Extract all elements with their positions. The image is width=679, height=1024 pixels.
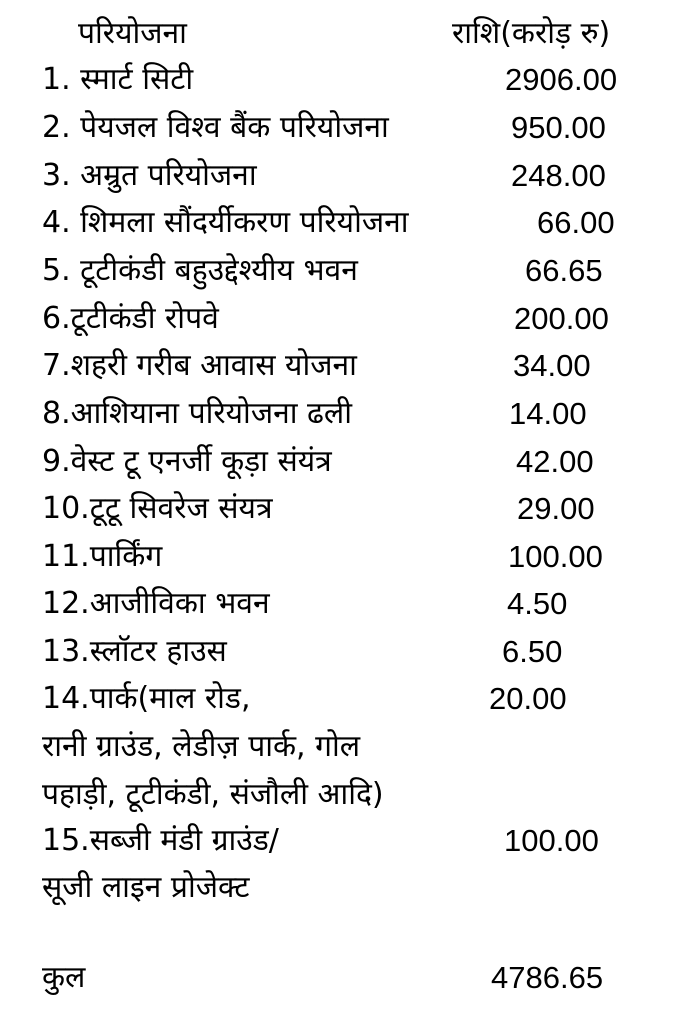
row-13-amount: 6.50	[502, 634, 563, 669]
row-8-name: 8.आशियाना परियोजना ढली	[42, 396, 353, 431]
row-15-amount: 100.00	[504, 823, 599, 858]
row-10-name: 10.टूटू सिवरेज संयत्र	[42, 491, 273, 526]
row-12-amount: 4.50	[507, 586, 568, 621]
row-2-name: 2. पेयजल विश्व बैंक परियोजना	[42, 110, 389, 145]
row-6-name: 6.टूटीकंडी रोपवे	[42, 301, 219, 336]
row-14-amount: 20.00	[489, 681, 567, 716]
row-9-amount: 42.00	[516, 444, 594, 479]
row-13-name: 13.स्लॉटर हाउस	[42, 634, 227, 669]
row-8-amount: 14.00	[509, 396, 587, 431]
total-label: कुल	[42, 960, 86, 995]
row-12-name: 12.आजीविका भवन	[42, 586, 270, 621]
row-4-amount: 66.00	[537, 205, 615, 240]
row-6-amount: 200.00	[514, 301, 609, 336]
row-10-amount: 29.00	[517, 491, 595, 526]
row-3-amount: 248.00	[511, 158, 606, 193]
row-14-continuation-1: रानी ग्राउंड, लेडीज़ पार्क, गोल	[42, 729, 361, 764]
row-11-amount: 100.00	[508, 539, 603, 574]
row-7-name: 7.शहरी गरीब आवास योजना	[42, 348, 357, 383]
row-14-continuation-2: पहाड़ी, टूटीकंडी, संजौली आदि)	[42, 777, 384, 812]
row-3-name: 3. अम्रुत परियोजना	[42, 158, 257, 193]
row-11-name: 11.पार्किंग	[42, 539, 163, 574]
header-amount-label: राशि(करोड़ रु)	[452, 16, 611, 51]
row-15-name: 15.सब्जी मंडी ग्राउंड/	[42, 823, 279, 858]
row-1-amount: 2906.00	[505, 62, 618, 97]
row-14-name: 14.पार्क(माल रोड,	[42, 681, 251, 716]
header-project-label: परियोजना	[78, 16, 187, 51]
row-1-name: 1. स्मार्ट सिटी	[42, 62, 194, 97]
row-4-name: 4. शिमला सौंदर्यीकरण परियोजना	[42, 205, 409, 240]
total-amount: 4786.65	[491, 960, 604, 995]
row-2-amount: 950.00	[511, 110, 606, 145]
row-5-name: 5. टूटीकंडी बहुउद्देश्यीय भवन	[42, 253, 358, 288]
row-7-amount: 34.00	[513, 348, 591, 383]
row-5-amount: 66.65	[525, 253, 603, 288]
row-9-name: 9.वेस्ट टू एनर्जी कूड़ा संयंत्र	[42, 444, 332, 479]
row-15-continuation-1: सूजी लाइन प्रोजेक्ट	[42, 870, 250, 905]
